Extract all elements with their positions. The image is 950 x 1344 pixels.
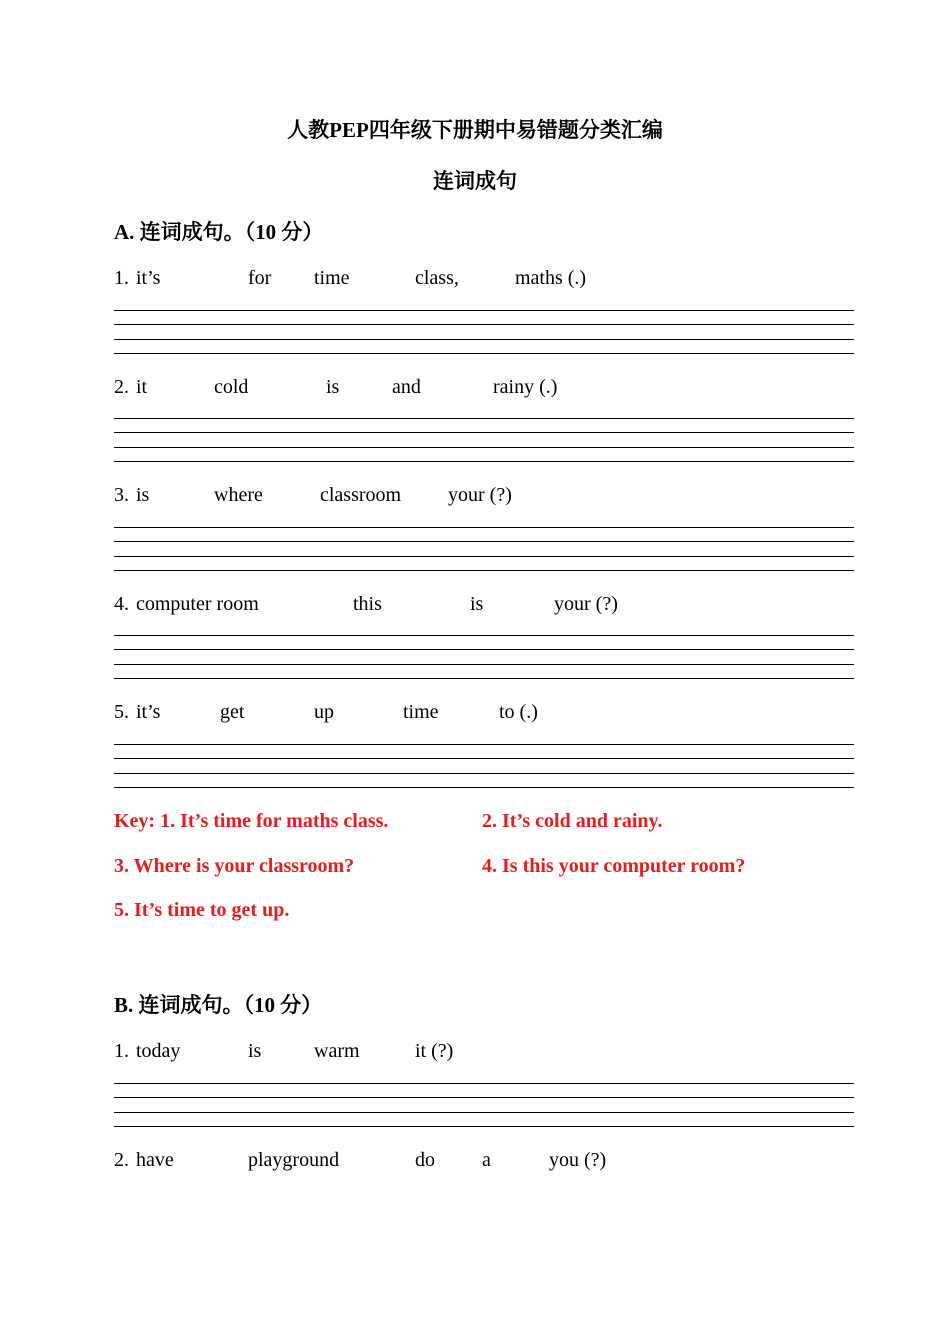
- word: it (?): [415, 1040, 454, 1062]
- word: computer room: [136, 593, 259, 615]
- word: have: [136, 1149, 174, 1171]
- section-a-heading: A. 连词成句。（10 分）: [114, 220, 324, 244]
- word: and: [392, 376, 421, 398]
- word: class,: [415, 267, 459, 289]
- answer-lines-a4[interactable]: [114, 635, 854, 680]
- word: time: [314, 267, 350, 289]
- word: up: [314, 701, 334, 723]
- word: warm: [314, 1040, 360, 1062]
- word: it’s: [136, 701, 161, 723]
- question-a3: [114, 484, 854, 510]
- word: to (.): [499, 701, 538, 723]
- answer-lines-a3[interactable]: [114, 527, 854, 572]
- word: is: [470, 593, 484, 615]
- word: rainy (.): [493, 376, 558, 398]
- word: it: [136, 376, 148, 398]
- question-number: 1.: [114, 1040, 129, 1062]
- word: where: [214, 484, 263, 506]
- word: this: [353, 593, 382, 615]
- question-number: 4.: [114, 593, 129, 615]
- word: for: [248, 267, 272, 289]
- answer-key-1: Key: 1. It’s time for maths class.: [114, 810, 389, 832]
- page-title: 人教PEP四年级下册期中易错题分类汇编: [287, 118, 663, 142]
- question-a1: [114, 267, 854, 293]
- answer-key-4: 4. Is this your computer room?: [482, 855, 746, 877]
- answer-lines-a2[interactable]: [114, 418, 854, 463]
- word: is: [248, 1040, 262, 1062]
- word: classroom: [320, 484, 402, 506]
- word: your (?): [448, 484, 512, 506]
- word: playground: [248, 1149, 340, 1171]
- question-b1: [114, 1040, 854, 1066]
- question-number: 2.: [114, 376, 129, 398]
- answer-lines-b1[interactable]: [114, 1083, 854, 1128]
- word: a: [482, 1149, 491, 1171]
- word: your (?): [554, 593, 618, 615]
- word: it’s: [136, 267, 161, 289]
- word: get: [220, 701, 245, 723]
- question-number: 1.: [114, 267, 129, 289]
- answer-key-3: 3. Where is your classroom?: [114, 855, 355, 877]
- word: is: [326, 376, 340, 398]
- word: do: [415, 1149, 435, 1171]
- question-number: 5.: [114, 701, 129, 723]
- question-a2: [114, 376, 854, 402]
- word: you (?): [549, 1149, 607, 1171]
- question-number: 2.: [114, 1149, 129, 1171]
- section-b-heading: B. 连词成句。（10 分）: [114, 993, 323, 1017]
- answer-lines-a5[interactable]: [114, 744, 854, 789]
- word: maths (.): [515, 267, 587, 289]
- question-b2: [114, 1149, 854, 1175]
- word: is: [136, 484, 150, 506]
- word: time: [403, 701, 439, 723]
- word: cold: [214, 376, 249, 398]
- answer-lines-a1[interactable]: [114, 310, 854, 355]
- page-subtitle: 连词成句: [433, 169, 517, 193]
- answer-key-2: 2. It’s cold and rainy.: [482, 810, 663, 832]
- question-a5: [114, 701, 854, 727]
- question-number: 3.: [114, 484, 129, 506]
- question-a4: [114, 593, 854, 619]
- word: today: [136, 1040, 181, 1062]
- answer-key-5: 5. It’s time to get up.: [114, 899, 290, 921]
